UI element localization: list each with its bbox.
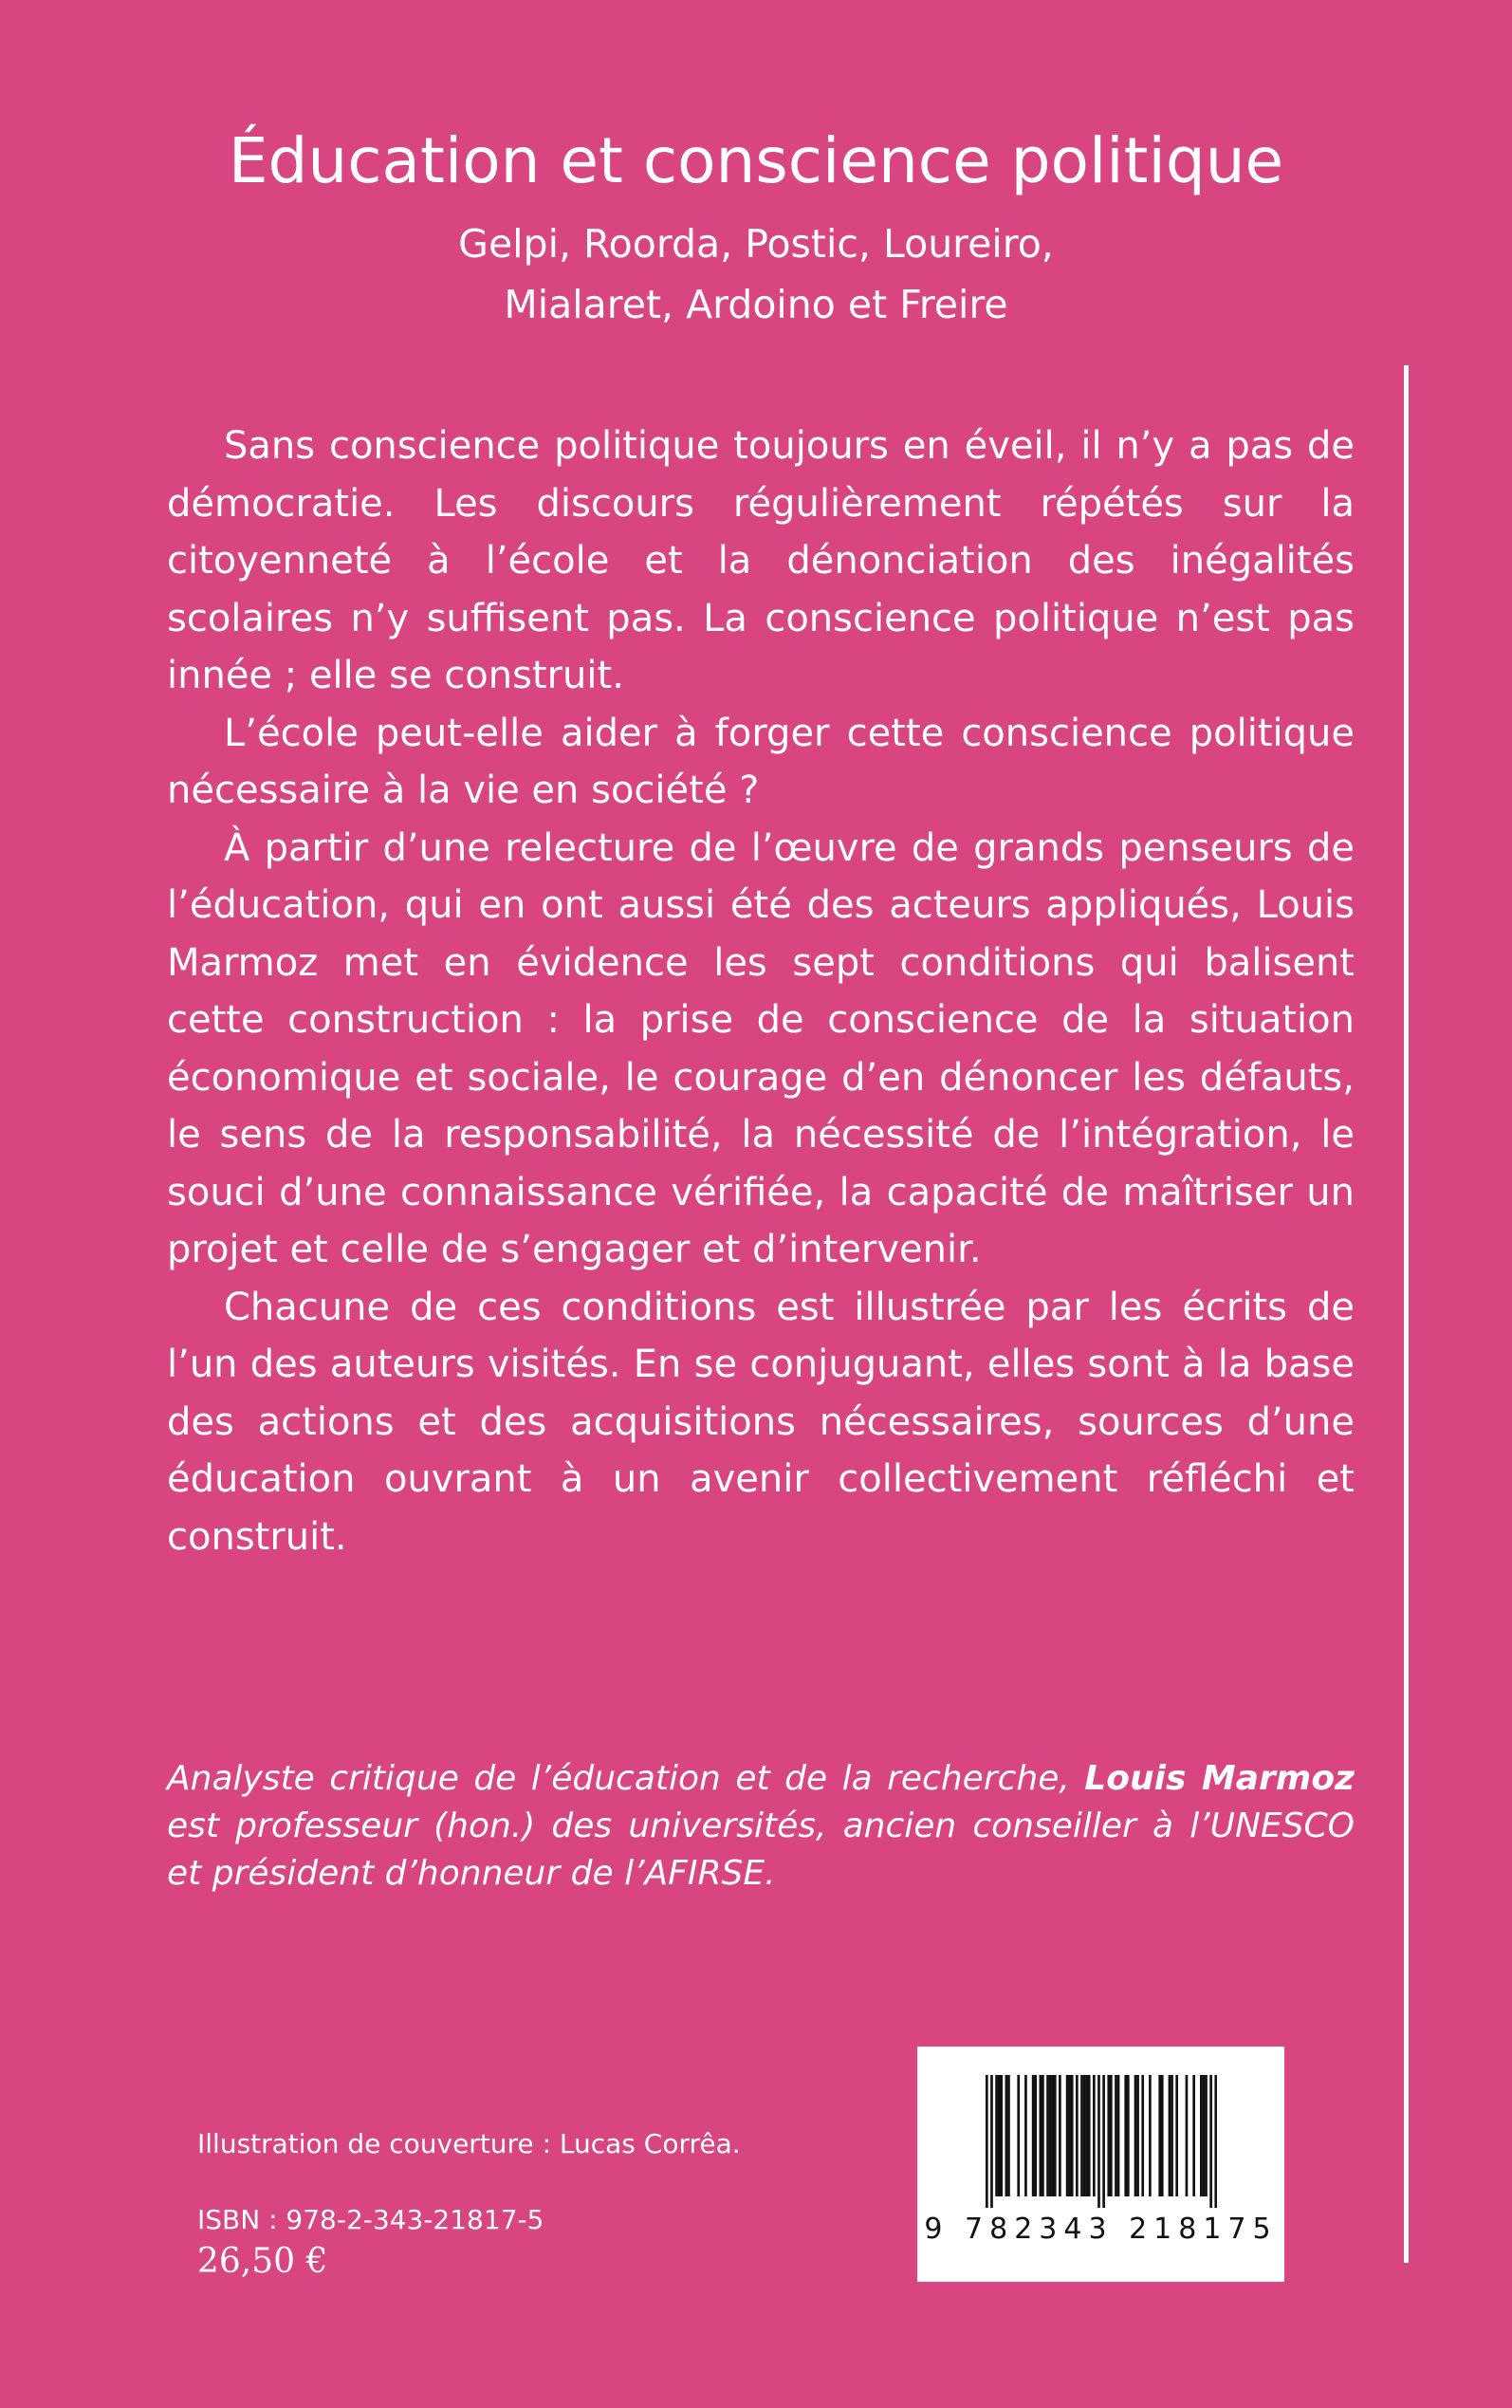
barcode-bar — [1124, 2075, 1127, 2196]
barcode-bar — [1068, 2075, 1071, 2196]
barcode-bar — [1034, 2075, 1037, 2196]
blurb-paragraph: Sans conscience politique toujours en éveil, il n’y a pas de démocratie. Les discours régulièrement répétés sur la citoyenneté à l’école et la dénonciation des inégalités scolaires n’y suffisent pas. La conscience politique n’est pas innée ; elle se construit. — [167, 424, 1355, 697]
book-subtitle — [0, 213, 1512, 335]
barcode-bar — [1088, 2075, 1091, 2196]
barcode-digits: 9 782343 218175 — [924, 2213, 1278, 2246]
barcode-bar — [1007, 2075, 1010, 2196]
book-title: Éducation et conscience politique — [228, 124, 1284, 197]
barcode-bar — [1205, 2075, 1208, 2196]
barcode-bar — [1107, 2075, 1110, 2196]
barcode-bar — [1046, 2075, 1049, 2196]
barcode-bar — [1080, 2075, 1083, 2196]
barcode-bar — [1097, 2075, 1100, 2208]
illustration-credit: Illustration de couverture : Lucas Corrêa. — [197, 2128, 741, 2159]
barcode-bar — [1005, 2075, 1008, 2196]
author-bio — [167, 1755, 1355, 1898]
author-bio-intro: Analyste critique de l’éducation et de la recherche, — [167, 1759, 1085, 1798]
barcode-bar — [1175, 2075, 1178, 2196]
barcode — [917, 2047, 1284, 2282]
price: 26,50 € — [197, 2242, 328, 2281]
barcode-bar — [1042, 2075, 1044, 2196]
barcode-bar — [1127, 2075, 1130, 2196]
barcode-bar — [1085, 2075, 1088, 2196]
barcode-bar — [990, 2075, 993, 2208]
barcode-bar — [1093, 2075, 1096, 2196]
barcode-bar — [1192, 2075, 1195, 2196]
barcode-bar — [1054, 2075, 1057, 2196]
barcode-bar — [1141, 2075, 1144, 2196]
barcode-bar — [1102, 2075, 1105, 2208]
barcode-bar — [1186, 2075, 1189, 2196]
barcode-bar — [1051, 2075, 1054, 2196]
barcode-bars — [986, 2075, 1217, 2208]
barcode-bar — [1117, 2075, 1120, 2196]
blurb — [167, 417, 1355, 1565]
barcode-bar — [1161, 2075, 1164, 2196]
barcode-bar — [1110, 2075, 1113, 2196]
barcode-bar — [1000, 2075, 1003, 2196]
barcode-bar — [1149, 2075, 1152, 2196]
barcode-bar — [1066, 2075, 1069, 2196]
barcode-bar — [1024, 2075, 1027, 2196]
barcode-bar — [1059, 2075, 1061, 2196]
barcode-bar — [1076, 2075, 1079, 2196]
author-name: Louis Marmoz — [1084, 1759, 1355, 1798]
vertical-rule — [1404, 365, 1409, 2263]
barcode-bar — [1171, 2075, 1173, 2196]
barcode-bar — [1209, 2075, 1212, 2208]
barcode-bar — [1040, 2075, 1042, 2196]
barcode-bar — [1203, 2075, 1206, 2196]
barcode-bar — [1214, 2075, 1217, 2208]
author-bio-rest: est professeur (hon.) des universités, ancien conseiller à l’UNESCO et président d’honneur de l’AFIRSE. — [167, 1806, 1355, 1893]
subtitle-line-2: Mialaret, Ardoino et Freire — [504, 282, 1008, 327]
barcode-bar — [1083, 2075, 1086, 2196]
barcode-bar — [1134, 2075, 1137, 2196]
barcode-bar — [998, 2075, 1001, 2196]
barcode-bar — [1032, 2075, 1035, 2196]
barcode-bar — [1169, 2075, 1171, 2196]
blurb-paragraph: À partir d’une relecture de l’œuvre de grands penseurs de l’éducation, qui en ont aussi été des acteurs appliqués, Louis Marmoz met en évidence les sept conditions qui balisent cette construction : la prise de conscience de la situation économique et sociale, le courage d’en dénoncer les défauts, le sens de la responsabilité, la nécessité de l’intégration, le souci d’une connaissance vérifiée, la capacité de maîtriser un projet et celle de s’engager et d’intervenir. — [167, 825, 1355, 1271]
barcode-bar — [1136, 2075, 1139, 2196]
barcode-bar — [986, 2075, 988, 2208]
isbn: ISBN : 978-2-343-21817-5 — [197, 2204, 544, 2235]
barcode-bar — [1017, 2075, 1020, 2196]
barcode-bar — [1115, 2075, 1117, 2196]
barcode-bar — [1071, 2075, 1074, 2196]
barcode-bar — [995, 2075, 998, 2196]
barcode-bar — [1200, 2075, 1203, 2196]
barcode-bar — [1158, 2075, 1161, 2196]
blurb-paragraph: L’école peut-elle aider à forger cette conscience politique nécessaire à la vie en société ? — [167, 711, 1355, 812]
barcode-bar — [1049, 2075, 1052, 2196]
subtitle-line-1: Gelpi, Roorda, Postic, Loureiro, — [458, 221, 1054, 267]
blurb-paragraph: Chacune de ces conditions est illustrée par les écrits de l’un des auteurs visités. En se conjuguant, elles sont à la base des actions et des acquisitions nécessaires, sources d’une éducation ouvrant à un avenir collectivement réfléchi et construit. — [167, 1285, 1355, 1559]
